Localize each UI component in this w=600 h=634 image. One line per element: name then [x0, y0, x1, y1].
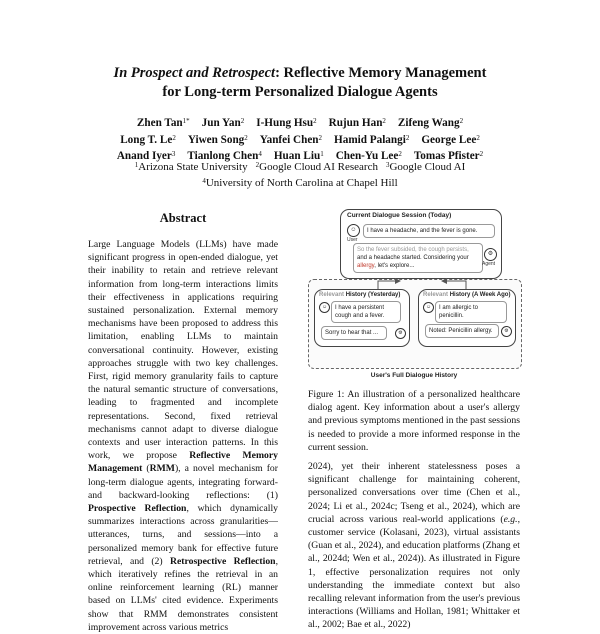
author-list: [60, 114, 540, 164]
history-yesterday-box: [314, 289, 410, 347]
author-name: Zhen Tan$^{1*}$: [136, 117, 190, 129]
author-name: Yiwen Song$^2$: [187, 133, 248, 146]
abstract-text: , which dynamically summarizes interactions across granularities—utterances, turns, and sessions—into a personalized memory bank for effective future retrieval, and (2): [88, 503, 278, 567]
author-name: Zifeng Wang$^2$: [397, 117, 464, 129]
title-italic-part: In Prospect and Retrospect: [113, 65, 276, 81]
title-line2: for Long-term Personalized Dialogue Agents: [162, 84, 438, 100]
user-icon: ☺: [423, 302, 434, 313]
author-name: Chen-Yu Lee$^2$: [335, 150, 402, 163]
affiliation-line: [60, 158, 540, 174]
history-yesterday-user-msg: I have a persistent cough and a fever.: [331, 301, 401, 323]
author-affiliation-mark: 2: [240, 117, 245, 125]
history-yesterday-agent-msg: Sorry to hear that ...: [321, 326, 387, 340]
relevant-label: Relevant: [319, 292, 346, 298]
author-affiliation-mark: 2: [405, 133, 410, 142]
relevant-label: Relevant: [423, 292, 450, 298]
affiliation-mark: 1: [134, 161, 139, 169]
author-name: Anand Iyer$^3$: [116, 150, 176, 163]
history-week-title: [423, 292, 510, 298]
affiliation-mark: 3: [385, 161, 390, 169]
author-affiliation-mark: 2: [479, 150, 484, 159]
intro-paragraph: [308, 460, 520, 632]
author-affiliation-mark: 2: [318, 133, 323, 142]
affiliation: $^2$Google Cloud AI Research: [255, 161, 378, 173]
user-icon: ☺: [319, 302, 330, 313]
figure-caption: Figure 1: An illustration of a personalized healthcare dialog agent. Key information about a user's allergy and previous symptoms mentioned in the past sessions is needed to provide a more informed response in the current session.: [308, 389, 520, 453]
history-week-user-msg: I am allergic to penicillin.: [435, 301, 507, 323]
author-name: Tomas Pfister$^2$: [413, 150, 484, 163]
author-affiliation-mark: 2: [382, 117, 386, 125]
author-name: I-Hung Hsu$^2$: [256, 117, 317, 129]
author-name: George Lee$^2$: [421, 133, 480, 146]
agent-message-faded: So the fever subsided, the cough persists,: [357, 247, 469, 253]
abstract-body: [88, 238, 278, 634]
author-name: Hamid Palangi$^2$: [334, 133, 410, 146]
history-yesterday-label: History (Yesterday): [345, 292, 401, 298]
author-affiliation-mark: 1: [320, 150, 324, 159]
abstract-bold-rmm-name: Reflective Memory Management: [88, 450, 278, 475]
history-week-label: History (A Week Ago): [449, 292, 511, 298]
author-line: [60, 131, 540, 148]
affiliation-line: [60, 174, 540, 190]
author-name: Long T. Le$^2$: [120, 133, 176, 146]
history-yesterday-title: [319, 292, 400, 298]
affiliations: [60, 158, 540, 190]
paper-title: [0, 64, 600, 102]
full-history-label: User's Full Dialogue History: [370, 372, 458, 379]
figure-1: [308, 205, 522, 381]
history-week-box: [418, 289, 516, 347]
agent-message-text: and a headache started. Considering your: [357, 255, 469, 261]
author-name: Jun Yan$^2$: [201, 117, 245, 129]
affiliation-mark: 2: [255, 161, 260, 169]
user-message-bubble: I have a headache, and the fever is gone.: [363, 224, 495, 238]
arrow-yesterday: [378, 281, 398, 289]
abstract-text: (: [142, 463, 150, 475]
author-name: Huan Liu$^1$: [273, 150, 324, 163]
author-affiliation-mark: 2: [313, 117, 317, 125]
current-session-title: Current Dialogue Session (Today): [347, 212, 452, 219]
author-affiliation-mark: 4: [258, 150, 262, 159]
affiliation: $^4$University of North Carolina at Chapel Hill: [202, 177, 398, 189]
abstract-bold-prospective: Prospective Reflection: [88, 503, 187, 515]
abstract-text: Large Language Models (LLMs) have made significant progress in open-ended dialogue, yet their inability to retain and retrieve relevant information from long-term interactions limits their effectiveness in applications requiring sustained personalization. External memory mechanisms have been proposed to address this limitation, enabling LLMs to maintain conversational continuity. However, existing approaches struggle with two key challenges. First, rigid memory granularity fails to capture the natural semantic structure of conversations, leading to fragmented and incomplete representations. Second, fixed retrieval mechanisms cannot adapt to diverse dialogue contexts and user interaction patterns. In this work, we propose: [88, 239, 278, 462]
intro-italic: e.g.: [503, 513, 518, 525]
agent-icon: ⚙: [501, 326, 512, 337]
agent-icon: ⚙: [395, 328, 406, 339]
affiliation: $^3$Google Cloud AI: [385, 161, 466, 173]
author-affiliation-mark: 2: [476, 133, 480, 142]
abstract-bold-retrospective: Retrospective Reflection: [169, 555, 276, 567]
abstract-heading: Abstract: [159, 211, 207, 225]
abstract-text: ), a novel mechanism for long-term dialogue agents, integrating forward- and backward-looking reflections: (1): [88, 463, 278, 501]
author-name: Tianlong Chen$^4$: [187, 150, 262, 163]
abstract-text: , which iteratively refines the retrieval in an online reinforcement learning (RL) manner based on LLMs' cited evidence. Experiments show that RMM demonstrates consistent improvement across various metrics: [88, 555, 278, 633]
author-affiliation-mark: 2: [244, 133, 248, 142]
author-affiliation-mark: 2: [172, 133, 176, 142]
author-affiliation-mark: 3: [171, 150, 176, 159]
author-affiliation-mark: 2: [459, 117, 464, 125]
agent-message-tail: , let's explore...: [374, 263, 415, 269]
agent-message-highlight: allergy: [357, 263, 375, 269]
title-line1-rest: : Reflective Memory Management: [275, 65, 487, 81]
agent-icon: ⚙: [484, 248, 497, 261]
author-affiliation-mark: 1*: [182, 117, 190, 125]
intro-text: , customer service (Kolasani, 2023), virtual assistants (Guan et al., 2024), and education platforms (Zhang et al., 2024d; Wen et al., 2024)). As illustrated in Figure 1, effective personalization requires not only understanding the immediate context but also recalling relevant information from the user's previous interactions (Williams and Hollan, 1981; Whittaker et al., 2002; Bae et al., 2022): [308, 513, 520, 631]
arrow-week-ago: [444, 281, 466, 289]
author-name: Yanfei Chen$^2$: [259, 133, 323, 146]
affiliation-mark: 4: [202, 177, 206, 185]
user-label: User: [347, 237, 358, 243]
affiliation: $^1$Arizona State University: [134, 161, 248, 173]
author-affiliation-mark: 2: [398, 150, 402, 159]
author-name: Rujun Han$^2$: [328, 117, 386, 129]
user-icon: ☺: [347, 224, 360, 237]
agent-label: Agent: [482, 261, 496, 267]
abstract-bold-rmm: RMM: [149, 463, 175, 475]
history-week-agent-msg: Noted: Penicillin allergy.: [425, 324, 499, 338]
author-line: [60, 114, 540, 131]
intro-text: 2024), yet their inherent statelessness poses a significant challenge for maintaining coherent, personalized conversations over time (Chen et al., 2024; Li et al., 2024c; Tseng et al., 2024), which are crucial across various real-world applications (: [308, 461, 520, 525]
